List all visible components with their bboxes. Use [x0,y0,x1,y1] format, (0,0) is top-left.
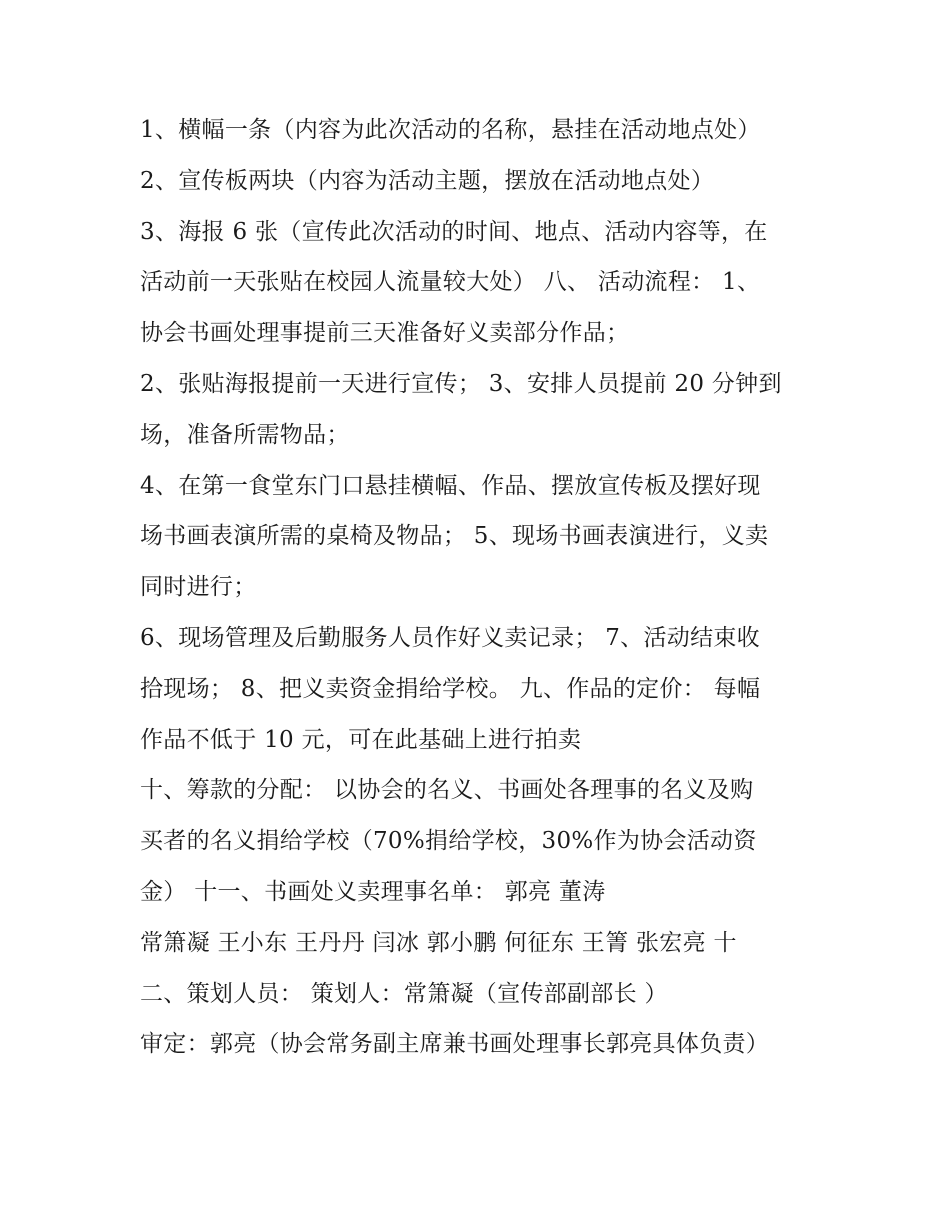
text-line: 4、在第一食堂东门口悬挂横幅、作品、摆放宣传板及摆好现 [140,472,761,499]
text-line: 6、现场管理及后勤服务人员作好义卖记录； 7、活动结束收 [140,624,760,651]
text-line: 拾现场； 8、把义卖资金捐给学校。 九、作品的定价： 每幅 [140,675,761,702]
text-line: 2、张贴海报提前一天进行宣传； 3、安排人员提前 20 分钟到 [140,370,782,397]
text-line: 2、宣传板两块（内容为活动主题，摆放在活动地点处） [140,167,715,194]
text-line: 审定：郭亮（协会常务副主席兼书画处理事长郭亮具体负责） [140,1031,770,1058]
text-line: 协会书画处理事提前三天准备好义卖部分作品； [140,320,630,347]
text-line: 3、海报 6 张（宣传此次活动的时间、地点、活动内容等，在 [140,218,768,245]
text-line: 作品不低于 10 元，可在此基础上进行拍卖 [140,726,582,753]
document-body [140,112,820,1077]
text-line: 金） 十一、书画处义卖理事名单： 郭亮 董涛 [140,878,606,905]
text-line: 场书画表演所需的桌椅及物品； 5、现场书画表演进行，义卖 [140,523,769,550]
text-line: 1、横幅一条（内容为此次活动的名称，悬挂在活动地点处） [140,117,761,143]
text-line: 十、筹款的分配： 以协会的名义、书画处各理事的名义及购 [140,777,754,804]
text-line: 活动前一天张贴在校园人流量较大处） 八、 活动流程： 1、 [140,269,761,296]
text-line: 买者的名义捐给学校（70%捐给学校，30%作为协会活动资 [140,828,757,855]
text-line: 场，准备所需物品； [140,421,350,448]
text-line: 二、策划人员： 策划人：常箫凝（宣传部副部长 ） [140,980,668,1007]
text-line: 同时进行； [140,574,257,601]
text-line: 常箫凝 王小东 王丹丹 闫冰 郭小鹏 何征东 王箐 张宏亮 十 [140,929,737,956]
